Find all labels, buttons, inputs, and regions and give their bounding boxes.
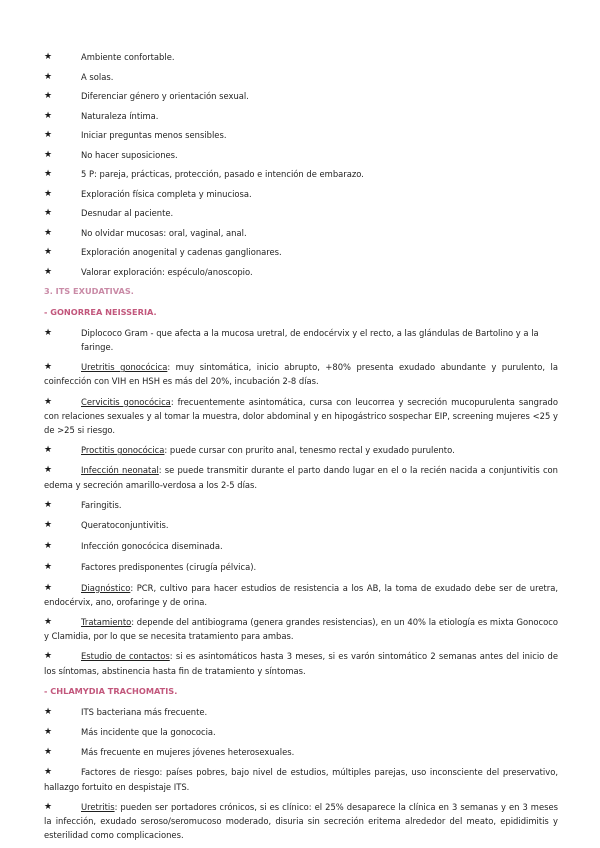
list-item-diagnostico: ★ Diagnóstico: PCR, cultivo para hacer estudios de resistencia a los AB, la toma de exudado debe ser de uretra, endocérvix, ano, orofaringe y de orina. [44,582,558,607]
star-icon: ★ [44,227,53,238]
intro-bullet-list [44,50,558,279]
star-icon: ★ [44,616,53,627]
star-icon: ★ [44,541,53,552]
star-icon: ★ [44,767,53,778]
star-icon: ★ [44,582,53,593]
list-item: ★ Diplococo Gram - que afecta a la mucosa uretral, de endocérvix y el recto, a las glándulas de Bartolino y a la faringe. [44,327,539,352]
section-heading-its-exudativas: 3. ITS EXUDATIVAS. [44,285,134,296]
star-icon: ★ [44,327,53,338]
star-icon: ★ [44,706,53,717]
subsection-heading-chlamydia: - CHLAMYDIA TRACHOMATIS. [44,685,178,696]
list-item: ★ Exploración anogenital y cadenas ganglionares. [44,245,558,259]
star-icon: ★ [44,91,53,101]
star-icon: ★ [44,465,53,476]
star-icon: ★ [44,52,53,62]
list-item: ★ No olvidar mucosas: oral, vaginal, anal. [44,226,558,240]
star-icon: ★ [44,561,53,572]
star-icon: ★ [44,247,53,257]
star-icon: ★ [44,188,53,199]
star-icon: ★ [44,801,53,812]
star-icon: ★ [44,71,53,82]
list-item: ★ Queratoconjuntivitis. [44,518,558,532]
document-page [44,50,558,842]
star-icon: ★ [44,169,53,179]
list-item: ★ Valorar exploración: espéculo/anoscopio. [44,265,558,279]
list-item: ★ Desnudar al paciente. [44,206,558,220]
star-icon: ★ [44,520,53,531]
subsection-heading-gonorrea: - GONORREA NEISSERIA. [44,306,157,317]
list-item-contactos: ★ Estudio de contactos: si es asintomáticos hasta 3 meses, si es varón sintomático 2 semanas antes del inicio de los síntomas, abstinencia hasta fin de tratamiento y síntomas. [44,651,558,676]
list-item: ★ ITS bacteriana más frecuente. [44,705,558,719]
star-icon: ★ [44,110,53,121]
list-item: ★ Iniciar preguntas menos sensibles. [44,128,558,142]
star-icon: ★ [44,208,53,218]
list-item: ★ 5 P: pareja, prácticas, protección, pasado e intención de embarazo. [44,167,558,181]
star-icon: ★ [44,651,53,662]
list-item: ★ Ambiente confortable. [44,50,558,64]
star-icon: ★ [44,362,53,373]
star-icon: ★ [44,396,53,407]
list-item: ★ Infección gonocócica diseminada. [44,539,558,553]
star-icon: ★ [44,445,53,456]
star-icon: ★ [44,149,53,160]
list-item: ★ No hacer suposiciones. [44,148,558,162]
list-item: ★ Naturaleza íntima. [44,109,558,123]
list-item: ★ Factores predisponentes (cirugía pélvica). [44,560,558,574]
list-item-tratamiento: ★ Tratamiento: depende del antibiograma (genera grandes resistencias), en un 40% la etiología es mixta Gonococo y Clamidia, por lo que se necesita tratamiento para ambas. [44,616,558,642]
star-icon: ★ [44,266,53,277]
list-item: ★ Faringitis. [44,498,558,512]
list-item-neonatal: ★ Infección neonatal: se puede transmitir durante el parto dando lugar en el o la recién nacida a conjuntivitis con edema y secreción amarillo-verdosa a los 2-5 días. [44,465,558,490]
list-item-uretritis-chlamydia: ★ Uretritis: pueden ser portadores crónicos, si es clínico: el 25% desaparece la clínica en 3 semanas y en 3 meses la infección, exudado seroso/seromucoso moderado, disuria sin secreción eritema alrededor del meato, epididimitis y esterilidad como complicaciones. [44,801,558,841]
list-item: ★ Más frecuente en mujeres jóvenes heterosexuales. [44,745,558,759]
list-item-factores: ★ Factores de riesgo: países pobres, bajo nivel de estudios, múltiples parejas, uso inconsciente del preservativo, hallazgo fortuito en despistaje ITS. [44,767,558,792]
star-icon: ★ [44,726,53,737]
list-item: ★ Más incidente que la gonococia. [44,725,558,739]
list-item-proctitis: ★ Proctitis gonocócica: puede cursar con prurito anal, tenesmo rectal y exudado purulento. [44,443,558,457]
list-item: ★ A solas. [44,70,558,84]
list-item-cervicitis: ★ Cervicitis gonocócica: frecuentemente asintomática, cursa con leucorrea y secreción mucopurulenta sangrado con relaciones sexuales y al tomar la muestra, dolor abdominal y en hipogástrico sospechar EIP, screening mujeres <25 y de >25 si riesgo. [44,396,558,435]
star-icon: ★ [44,499,53,510]
list-item: ★ Exploración física completa y minuciosa. [44,187,558,201]
list-item: ★ Diferenciar género y orientación sexual. [44,89,558,103]
star-icon: ★ [44,747,53,758]
star-icon: ★ [44,130,53,140]
list-item-uretritis: ★ Uretritis gonocócica: muy sintomática, inicio abrupto, +80% presenta exudado abundante y purulento, la coinfección con VIH en HSH es más del 20%, incubación 2-8 días. [44,362,558,387]
